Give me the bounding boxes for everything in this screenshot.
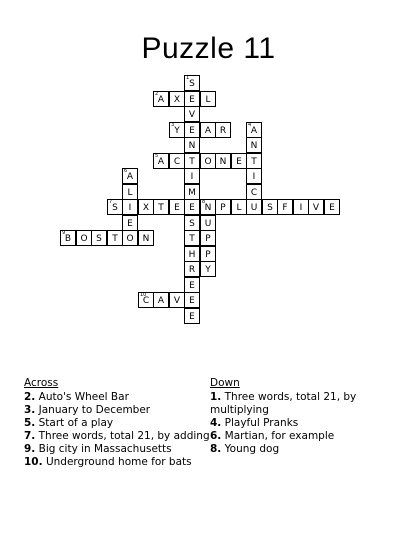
clue-number: 6. — [210, 430, 222, 442]
cell-letter: C — [250, 188, 258, 198]
grid-cell[interactable] — [200, 122, 216, 138]
grid-cell[interactable] — [262, 199, 278, 215]
cell-letter: L — [236, 203, 242, 213]
clue-number: 8. — [210, 443, 222, 455]
cell-letter: R — [219, 126, 227, 136]
across-clue-9 — [24, 443, 210, 456]
grid-cell[interactable] — [169, 91, 185, 107]
grid-cell[interactable] — [122, 215, 138, 231]
clue-text: Three words, total 21, by adding — [38, 430, 210, 442]
clue-number-label: 4 — [248, 122, 252, 128]
grid-cell[interactable] — [184, 137, 200, 153]
down-clue-4 — [210, 417, 360, 430]
cell-letter: T — [158, 203, 164, 213]
grid-cell[interactable] — [60, 230, 76, 246]
grid-cell[interactable] — [184, 199, 200, 215]
cell-letter: O — [126, 234, 134, 244]
cell-letter: I — [128, 203, 132, 213]
down-clue-6 — [210, 430, 360, 443]
cell-letter: E — [236, 157, 242, 167]
cell-letter: X — [173, 95, 181, 105]
clue-number-label: 8 — [202, 199, 206, 205]
cell-letter: O — [204, 157, 212, 167]
clue-number-label: 3 — [171, 122, 175, 128]
clue-text: Start of a play — [38, 417, 114, 429]
grid-cell[interactable] — [91, 230, 107, 246]
clue-number-label: 9 — [62, 230, 66, 236]
down-heading: Down — [210, 377, 240, 389]
cell-letter: T — [112, 234, 118, 244]
grid-cell[interactable] — [138, 292, 154, 308]
cell-letter: R — [188, 265, 196, 275]
grid-cell[interactable] — [122, 168, 138, 184]
cell-letter: M — [188, 188, 196, 198]
across-clue-10 — [24, 456, 210, 469]
cell-letter: I — [190, 172, 194, 182]
clue-number: 1. — [210, 391, 222, 403]
grid-cell[interactable] — [184, 91, 200, 107]
grid-cell[interactable] — [200, 261, 216, 277]
grid-cell[interactable] — [215, 199, 231, 215]
grid-cell[interactable] — [153, 199, 169, 215]
cell-letter: P — [220, 203, 226, 213]
clue-number: 7. — [24, 430, 36, 442]
cell-letter: U — [204, 219, 212, 229]
grid-cell[interactable] — [169, 199, 185, 215]
cell-letter: A — [157, 296, 165, 306]
cell-letter: A — [250, 126, 258, 136]
cell-letter: V — [188, 110, 196, 120]
grid-cell[interactable] — [200, 153, 216, 169]
cell-letter: S — [189, 79, 195, 89]
across-heading: Across — [24, 377, 59, 389]
grid-cell[interactable] — [153, 153, 169, 169]
cell-letter: T — [189, 234, 195, 244]
grid-cell[interactable] — [200, 230, 216, 246]
cell-letter: L — [127, 188, 133, 198]
grid-cell[interactable] — [184, 75, 200, 91]
cell-letter: A — [157, 157, 165, 167]
grid-cell[interactable] — [246, 168, 262, 184]
cell-letter: V — [312, 203, 320, 213]
clue-number-label: 6 — [124, 168, 128, 174]
cell-letter: E — [189, 296, 195, 306]
clue-number: 10. — [24, 456, 43, 468]
clue-number: 5. — [24, 417, 36, 429]
puzzle-title: Puzzle 11 — [141, 32, 276, 65]
grid-cell[interactable] — [184, 184, 200, 200]
clue-number-label: 10 — [140, 292, 147, 298]
grid-cell[interactable] — [107, 199, 123, 215]
clue-text: Playful Pranks — [224, 417, 299, 429]
grid-cell[interactable] — [184, 215, 200, 231]
clue-number: 4. — [210, 417, 222, 429]
grid-cell[interactable] — [153, 292, 169, 308]
cell-letter: A — [126, 172, 134, 182]
grid-cell[interactable] — [184, 292, 200, 308]
clue-text: Martian, for example — [224, 430, 335, 442]
cell-letter: E — [329, 203, 335, 213]
cell-letter: N — [204, 203, 212, 213]
cell-letter: E — [127, 219, 133, 229]
grid-cell[interactable] — [153, 91, 169, 107]
grid-cell[interactable] — [200, 215, 216, 231]
clue-text: Auto's Wheel Bar — [38, 391, 129, 403]
cell-letter: Y — [174, 126, 180, 136]
cell-letter: I — [252, 172, 256, 182]
cell-letter: O — [80, 234, 88, 244]
grid-cell[interactable] — [215, 153, 231, 169]
cell-letter: S — [96, 234, 102, 244]
cell-letter: F — [282, 203, 288, 213]
grid-cell[interactable] — [231, 153, 247, 169]
grid-cell[interactable] — [246, 153, 262, 169]
grid-cell[interactable] — [169, 153, 185, 169]
grid-cell[interactable] — [138, 230, 154, 246]
grid-cell[interactable] — [184, 308, 200, 324]
grid-cell[interactable] — [184, 168, 200, 184]
grid-cell[interactable] — [122, 184, 138, 200]
cell-letter: H — [188, 250, 196, 260]
grid-cell[interactable] — [308, 199, 324, 215]
grid-cell[interactable] — [246, 184, 262, 200]
grid-cell[interactable] — [200, 91, 216, 107]
grid-cell[interactable] — [169, 292, 185, 308]
cell-letter: A — [157, 95, 165, 105]
across-clue-2 — [24, 391, 210, 404]
down-clues — [210, 377, 360, 456]
cell-letter: N — [188, 141, 196, 151]
grid-cell[interactable] — [246, 122, 262, 138]
clue-number-label: 1 — [186, 75, 190, 81]
clue-text: Young dog — [224, 443, 280, 455]
cell-letter: I — [299, 203, 303, 213]
grid-cell[interactable] — [231, 199, 247, 215]
cell-letter: S — [112, 203, 118, 213]
grid-cell[interactable] — [122, 199, 138, 215]
cell-letter: V — [173, 296, 181, 306]
cell-letter: N — [142, 234, 150, 244]
clue-number-label: 5 — [155, 153, 159, 159]
cell-letter: E — [189, 95, 195, 105]
grid-cell[interactable] — [184, 261, 200, 277]
grid-cell[interactable] — [215, 122, 231, 138]
clue-number: 9. — [24, 443, 36, 455]
clue-number-label: 2 — [155, 91, 159, 97]
clue-text: Underground home for bats — [45, 456, 192, 468]
cell-letter: N — [250, 141, 258, 151]
down-clue-8 — [210, 443, 360, 456]
grid-cell[interactable] — [138, 199, 154, 215]
grid-cell[interactable] — [184, 153, 200, 169]
cell-letter: T — [251, 157, 257, 167]
clue-number: 2. — [24, 391, 36, 403]
across-clue-5 — [24, 417, 210, 430]
cell-letter: U — [250, 203, 258, 213]
cell-letter: E — [189, 203, 195, 213]
grid-cell[interactable] — [169, 122, 185, 138]
cell-letter: X — [142, 203, 150, 213]
cell-letter: P — [205, 250, 211, 260]
cell-letter: L — [205, 95, 211, 105]
cell-letter: A — [204, 126, 212, 136]
across-clue-7 — [24, 430, 210, 443]
clue-number-label: 7 — [109, 199, 113, 205]
cell-letter: P — [205, 234, 211, 244]
cell-letter: T — [189, 157, 195, 167]
cell-letter: Y — [205, 265, 211, 275]
across-clue-3 — [24, 404, 210, 417]
down-clue-1 — [210, 391, 360, 417]
grid-cell[interactable] — [107, 230, 123, 246]
cell-letter: N — [219, 157, 227, 167]
grid-cell[interactable] — [184, 106, 200, 122]
clue-text: Three words, total 21, by multiplying — [210, 391, 357, 416]
clue-text: Big city in Massachusetts — [38, 443, 172, 455]
grid-cell[interactable] — [246, 199, 262, 215]
cell-letter: B — [64, 234, 72, 244]
cell-letter: C — [142, 296, 150, 306]
grid-cell[interactable] — [293, 199, 309, 215]
cell-letter: E — [189, 126, 195, 136]
grid-cell[interactable] — [277, 199, 293, 215]
grid-cell[interactable] — [246, 137, 262, 153]
grid-cell[interactable] — [184, 246, 200, 262]
cell-letter: C — [173, 157, 181, 167]
cell-letter: E — [174, 203, 180, 213]
grid-cell[interactable] — [122, 230, 138, 246]
grid-cell[interactable] — [184, 230, 200, 246]
grid-cell[interactable] — [184, 277, 200, 293]
clue-number: 3. — [24, 404, 36, 416]
cell-letter: S — [189, 219, 195, 229]
grid-cell[interactable] — [200, 199, 216, 215]
grid-cell[interactable] — [184, 122, 200, 138]
cell-letter: E — [189, 312, 195, 322]
grid-cell[interactable] — [324, 199, 340, 215]
grid-cell[interactable] — [76, 230, 92, 246]
cell-letter: E — [189, 281, 195, 291]
grid-cell[interactable] — [200, 246, 216, 262]
cell-letter: S — [267, 203, 273, 213]
across-clues — [24, 377, 210, 469]
clue-text: January to December — [38, 404, 151, 416]
